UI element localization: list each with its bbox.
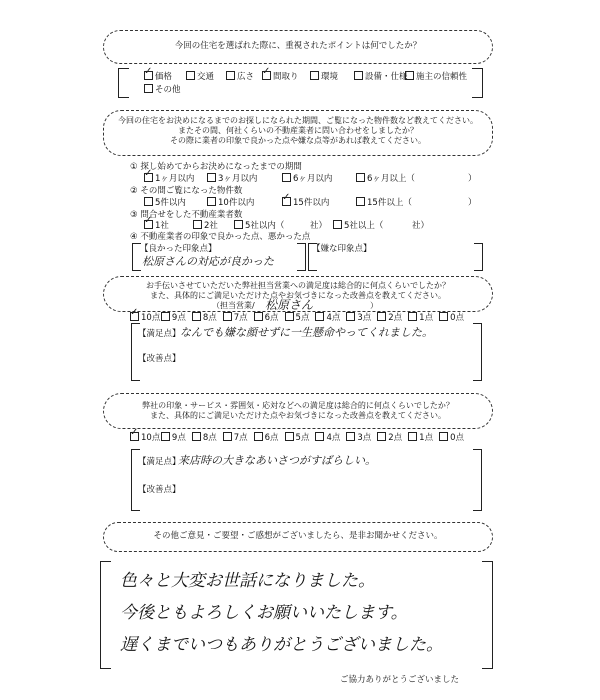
q4-score-4[interactable]: 6点 — [254, 431, 279, 443]
checkbox[interactable] — [405, 71, 414, 80]
checkbox[interactable] — [226, 71, 235, 80]
checkbox[interactable] — [144, 173, 153, 182]
period-6month[interactable]: 6ヶ月以内 — [282, 172, 332, 184]
q3-score-9[interactable]: 1点 — [408, 311, 433, 323]
footer-thanks: ご協力ありがとうございました — [340, 675, 460, 685]
staff-close: ） — [370, 301, 378, 310]
checkbox[interactable] — [333, 220, 342, 229]
agents-5-plus[interactable]: 5社以上（ — [333, 219, 383, 231]
period-label: ① 探し始めてからお決めになったまでの期間 — [130, 162, 302, 172]
q1-bracket-right — [472, 68, 483, 98]
checkbox[interactable] — [356, 173, 365, 182]
checkbox[interactable] — [193, 220, 202, 229]
agents-unit-1: 社） — [310, 221, 328, 231]
q2-line-3: その際に業者の印象で良かった点や嫌な点等があれば教えてください。 — [170, 136, 426, 145]
q3-satisfied-label: 【満足点】 — [138, 329, 181, 339]
checkbox[interactable] — [234, 220, 243, 229]
q3-score-scale — [130, 311, 470, 323]
q4-box-bracket-right — [473, 449, 482, 511]
q3-score-3[interactable]: 7点 — [223, 311, 248, 323]
q2-line-1: 今回の住宅をお決めになるまでのお探しになられた期間、ご覧になった物件数など教えてください。 — [118, 116, 478, 125]
q1-option-equipment[interactable]: 設備・仕様 — [354, 70, 408, 82]
agents-5-within[interactable]: 5社以内（ — [234, 219, 284, 231]
checkbox[interactable] — [192, 432, 201, 441]
checkbox[interactable] — [254, 432, 263, 441]
q5-line-2: 今後ともよろしくお願いいたします。 — [120, 603, 408, 623]
q1-option-layout[interactable]: ✓ 間取り — [262, 70, 299, 82]
checkbox[interactable] — [130, 312, 139, 321]
checkbox[interactable] — [186, 71, 195, 80]
good-label: 【良かった印象点】 — [140, 244, 217, 254]
good-text: 松原さんの対応が良かった — [142, 255, 274, 268]
q3-line-1: お手伝いさせていただいた弊社担当営業への満足度は総合的に何点くらいでしたか？ — [146, 281, 450, 290]
q4-score-6[interactable]: 4点 — [315, 431, 340, 443]
checkbox[interactable] — [207, 173, 216, 182]
q3-score-10[interactable]: 0点 — [439, 311, 464, 323]
checkbox[interactable] — [144, 220, 153, 229]
checkbox[interactable] — [354, 71, 363, 80]
checkbox[interactable] — [346, 432, 355, 441]
q3-box-bracket-right — [473, 323, 482, 381]
checkbox[interactable] — [144, 197, 153, 206]
q3-score-4[interactable]: 6点 — [254, 311, 279, 323]
q3-score-1[interactable]: 9点 — [161, 311, 186, 323]
checkbox[interactable] — [282, 197, 291, 206]
checkbox[interactable] — [285, 312, 294, 321]
q4-score-9[interactable]: 1点 — [408, 431, 433, 443]
checkbox[interactable] — [207, 197, 216, 206]
q1-option-trust[interactable]: 施主の信頼性 — [405, 70, 467, 82]
count-10[interactable]: 10件以内 — [207, 196, 254, 208]
q4-score-2[interactable]: 8点 — [192, 431, 217, 443]
q1-option-other[interactable]: その他 — [144, 83, 181, 95]
q5-line-3: 遅くまでいつもありがとうございました。 — [120, 635, 443, 655]
checkbox[interactable] — [285, 432, 294, 441]
count-5[interactable]: 5件以内 — [144, 196, 186, 208]
checkbox[interactable] — [315, 312, 324, 321]
checkbox[interactable] — [356, 197, 365, 206]
checkbox[interactable] — [223, 432, 232, 441]
period-1month[interactable]: ✓1ヶ月以内 — [144, 172, 194, 184]
q5-line-1: 色々と大変お世話になりました。 — [120, 571, 375, 591]
q3-score-2[interactable]: 8点 — [192, 311, 217, 323]
checkbox[interactable] — [377, 312, 386, 321]
q1-option-size[interactable]: 広さ — [226, 70, 254, 82]
q3-improve-label: 【改善点】 — [138, 354, 181, 364]
q5-bracket-left — [100, 561, 111, 669]
agents-unit-2: 社） — [412, 221, 430, 231]
q4-score-5[interactable]: 5点 — [285, 431, 310, 443]
checkbox[interactable] — [310, 71, 319, 80]
q1-option-transport[interactable]: 交通 — [186, 70, 214, 82]
agents-label: ③ 問合せをした不動産業者数 — [130, 210, 243, 220]
checkbox[interactable] — [282, 173, 291, 182]
bad-bracket-right — [474, 243, 483, 271]
q4-line-1: 弊社の印象・サービス・雰囲気・応対などへの満足度は総合的に何点くらいでしたか？ — [142, 401, 454, 410]
count-close: ） — [468, 198, 477, 208]
checkbox[interactable] — [144, 84, 153, 93]
staff-name: 松原さん — [265, 298, 314, 312]
q3-satisfied-text: なんでも嫌な顔せずに一生懸命やってくれました。 — [180, 326, 433, 339]
checkbox[interactable] — [439, 312, 448, 321]
impression-label: ④ 不動産業者の印象で良かった点、悪かった点 — [130, 232, 311, 242]
checkbox[interactable] — [192, 312, 201, 321]
q2-line-2: またその間、何社くらいの不動産業者に問い合わせをしましたか？ — [178, 126, 418, 135]
q4-satisfied-text: 来店時の大きなあいさつがすばらしい。 — [178, 454, 376, 467]
q1-title: 今回の住宅を選ばれた際に、重視されたポイントは何でしたか？ — [174, 41, 422, 51]
q1-option-price[interactable]: ✓価格 — [144, 70, 172, 82]
q3-score-7[interactable]: 3点 — [346, 311, 371, 323]
q4-score-8[interactable]: 2点 — [377, 431, 402, 443]
checkbox[interactable] — [377, 432, 386, 441]
q3-score-0[interactable]: ✓10点 — [130, 311, 160, 323]
q1-bracket-left — [118, 68, 129, 98]
q4-score-7[interactable]: 3点 — [346, 431, 371, 443]
q3-score-8[interactable]: 2点 — [377, 311, 402, 323]
staff-label: （担当営業/ — [212, 301, 255, 310]
period-close: ） — [468, 174, 477, 184]
checkbox[interactable] — [408, 312, 417, 321]
q4-satisfied-label: 【満足点】 — [138, 457, 181, 467]
q4-line-2: また、具体的にご満足いただけた点やお気づきになった改善点を教えてください。 — [150, 411, 446, 420]
count-15[interactable]: ✓ 15件以内 — [282, 196, 329, 208]
checkbox[interactable] — [346, 312, 355, 321]
checkbox[interactable] — [144, 71, 153, 80]
q3-score-5[interactable]: 5点 — [285, 311, 310, 323]
q3-line-2: また、具体的にご満足いただけた点やお気づきになった改善点を教えてください。 — [150, 291, 446, 300]
bad-label: 【嫌な印象点】 — [312, 244, 372, 254]
q4-score-3[interactable]: 7点 — [223, 431, 248, 443]
q4-score-0[interactable]: ✓10点 — [130, 431, 160, 443]
good-bracket-right — [297, 243, 306, 271]
period-3month[interactable]: 3ヶ月以内 — [207, 172, 257, 184]
checkbox[interactable] — [315, 432, 324, 441]
checkbox[interactable] — [439, 432, 448, 441]
checkbox[interactable] — [130, 432, 139, 441]
checkbox[interactable] — [161, 312, 170, 321]
count-15-plus[interactable]: 15件以上（ — [356, 196, 412, 208]
q1-option-environment[interactable]: 環境 — [310, 70, 338, 82]
agents-2[interactable]: 2社 — [193, 219, 218, 231]
q5-bracket-right — [482, 561, 493, 669]
q4-score-10[interactable]: 0点 — [439, 431, 464, 443]
q4-improve-label: 【改善点】 — [138, 485, 181, 495]
checkbox[interactable] — [161, 432, 170, 441]
q3-score-6[interactable]: 4点 — [315, 311, 340, 323]
q4-score-scale — [130, 431, 470, 443]
q4-score-1[interactable]: 9点 — [161, 431, 186, 443]
count-label: ② その間ご覧になった物件数 — [130, 186, 243, 196]
checkbox[interactable] — [408, 432, 417, 441]
checkbox[interactable] — [223, 312, 232, 321]
agents-1[interactable]: ✓1社 — [144, 219, 169, 231]
q5-title: その他ご意見・ご要望・ご感想がございましたら、是非お聞かせください。 — [153, 531, 443, 541]
checkbox[interactable] — [262, 71, 271, 80]
period-6month-plus[interactable]: 6ヶ月以上（ — [356, 172, 415, 184]
checkbox[interactable] — [254, 312, 263, 321]
